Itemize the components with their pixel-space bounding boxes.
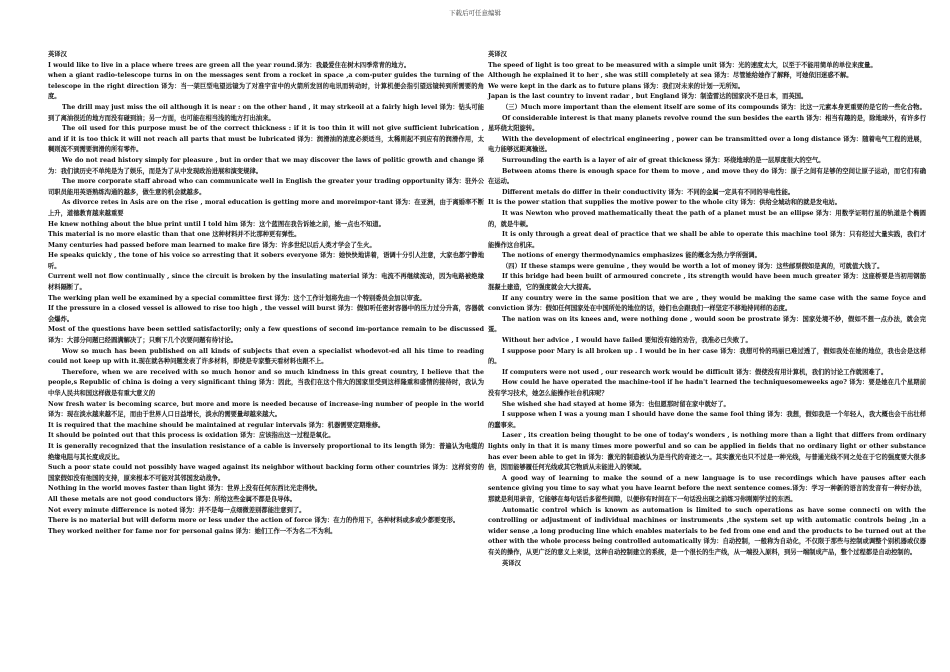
- paragraph: It is the power station that supplies the motive power to the whole city 译为：供给全城动和的就是发电站。: [488, 199, 842, 207]
- paragraph: Nothing in the world moves faster than light 译为：世界上没有任何东西比光走得快。: [48, 485, 322, 493]
- section-heading: 英译汉: [48, 51, 67, 58]
- paragraph: Such a poor state could not possibly have waged against its neighbor without backing form other countries 译为：这样贫穷的国家假如没有他国的支持，原来根本不可能对其邻国发动战争。: [48, 464, 484, 482]
- paragraph: Therefore, when we are received with so much honor and so much kindness in this great country, I believe that the people,s Republic of china is doing a very significant thing 译为：因此，当我们在这个伟大的国家里受到这样隆重和盛情的接待时，我认为中华人民共和国这样做是有重大意义的: [48, 368, 484, 397]
- paragraph: The werking plan well be examined by a special committee first 译为：这个工作计划将先由一个特别委员会加以审查。: [48, 294, 426, 302]
- paragraph: If the pressure in a closed vessel is allowed to rise too high , the vessel will burst 译为：假如听任密封容器中的压力过分升高，容器就会爆炸。: [48, 305, 484, 323]
- paragraph: A good way of learning to make the sound of a new language is to use recordings which have pauses after each sentence giving you time to say what you have learnt before the next sentence comes.译为：学习一种新的语言的发音有一种好办法，那就是利用录音，它能够在每句话后多留些间隙，以便你有时间在下一句话没出现之前练习你刚刚学过的东西。: [488, 474, 926, 503]
- paragraph: I suppose when I was a young man I should have done the same fool thing 译为：我想，假如我是一个年轻人，我大概也会干出壮样的蠢事来。: [488, 411, 926, 429]
- paragraph: The drill may just miss the oil although it is near : on the other hand , it may strkeoil at a fairly high level 译为：钻头可能到了离油很近的地方而没有碰到油；另一方面，也可能在相当浅的地方打出油来。: [48, 103, 484, 122]
- paragraph: （四）If these stamps were genuine , they would be worth a lot of money 译为：这些邮票假如是真的，可就值大钱了。: [502, 262, 884, 270]
- left-column: [48, 50, 484, 537]
- paragraph: Current well not flow continually , since the circuit is broken by the insulating material 译为：电流不再继续流动，因为电路被绝缘材料隔断了。: [48, 273, 484, 292]
- paragraph: when a giant radio-telescope turns in on the messages sent from a rocket in space ,a com-puter guides the turning of the telescope in the right direction 译为：当一架巨型电望远镜为了对准宇宙中的火箭所发回的电讯而转动时，计算机便会指引望远镜转到所需要的角度。: [48, 72, 484, 101]
- paragraph: Not every minute difference is noted 译为：并不是每一点细微差别都能注意到了。: [48, 506, 306, 514]
- paragraph: Wow so much has been published on all kinds of subjects that even a specialist whodevot-ed all his time to reading could not keep up with it.现在就各种问题发表了许多材料，即使是专家整天看材料也跟不上。: [48, 347, 484, 366]
- paragraph: Without her advice , I would have failed 要知没有她的劝告，我准必已失败了。: [502, 337, 752, 345]
- paragraph: This material is no more elastic than that one 这种材料并不比那种更有弹性。: [48, 231, 301, 239]
- paragraph: I would like to live in a place where trees are green all the year round.译为：我最爱住在树木四季常青的地方。: [48, 61, 411, 69]
- section-heading: 英译汉: [488, 51, 507, 58]
- paragraph: Automatic control which is known as automation is limited to such operations as have some connecti on with the controlling or adjustment of individual machines or instruments ,the system set up with automatic controls being ,in a wider sense ,a long producing line which enables materials to be fed from one end and the products to be turned out at the other with the whole process being controlled automatically 译为：自动控制，一般称为自动化，不仅限于那些与控制或调整个别机器或仪器有关的操作，从更广泛的意义上来说，这种自动控制建立的系统，是一个很长的生产线，从一端投入原料，到另一端制成产品，整个过程都是自动控制的。: [488, 506, 926, 556]
- paragraph: The more corporate staff abroad who can communicate well in English the greater your trading opportunity 译为：驻外公司职员能用英语熟练沟通的越多，做生意的机会就越多。: [48, 178, 484, 196]
- paragraph: We do not read history simply for pleasure , but in order that we may discover the laws of politic growth and change 译为：我们读历史不单纯是为了娱乐，而是为了从中发现政治进展和演变规律。: [48, 156, 484, 175]
- paragraph: The speed of light is too great to be measured with a simple unit 译为：光的速度太大，以至于不能用简单的单位来度量。: [488, 61, 877, 69]
- paragraph: How could he have operated the machine-tool if he hadn't learned the techniquesomeweeks ago? 译为：要是她在几个星期前没有学习技术，她怎么能操作社台机床呢？: [488, 379, 926, 397]
- paragraph: Many centuries had passed before man learned to make fire 译为：许多世纪以后人类才学会了生火。: [48, 241, 376, 249]
- paragraph: As divorce retes in Asis are on the rise , moral education is getting more and moreimpor-tant 译为：在亚洲，由于离婚率不断上升，道德教育越来越重要: [48, 199, 484, 217]
- paragraph: It is required that the machine should be maintained at regular intervals 译为：机器需要定期维修。: [48, 421, 385, 429]
- paragraph: Japan is the last country to invent radar , but England 译为：制造雷达的国家决不是日本，而英国。: [488, 93, 808, 101]
- paragraph: If this bridge had been built of armoured concrete , its strength would have been much greater 译为：这座桥要是当初用钢筋混凝土建造，它的强度就会大大提高。: [488, 273, 926, 292]
- paragraph: We were kept in the dark as to future plans 译为：我们对未来的计划一无所知。: [488, 82, 745, 90]
- paragraph: The notions of energy thermodynamics emphasizes 能的概念为热力学所强调。: [502, 252, 761, 260]
- paragraph: Of considerable interest is that many planets revolve round the sun besides the earth 译为：相当有趣的是，除地球外，有许多行星环绕太阳旋转。: [488, 114, 926, 133]
- paragraph: Between atoms there is enough space for them to move , and move they do 译为：原子之间有足够的空间让原子运动，而它们有确在运动。: [488, 167, 926, 186]
- paragraph: It was Newton who proved mathematically theat the path of a planet must be an ellipse 译为：用数学证明行星的轨道是个椭圆的，就是牛顿。: [488, 209, 926, 228]
- page-header: 下载后可任意编辑: [449, 9, 501, 17]
- paragraph: Most of the questions have been settled satisfactorily; only a few questions of second im-portance remain to be discussed 译为：大部分问题已经圆满解决了；只剩下几个次要问题有待讨论。: [48, 326, 484, 345]
- paragraph: He knew nothing about the blue print until I told him 译为：这个蓝图在我告诉她之前，她一点也不知道。: [48, 220, 385, 228]
- paragraph: All these metals are not good conductors 译为：所给这些金属不都是良导体。: [48, 495, 297, 503]
- right-column: [488, 50, 926, 569]
- paragraph: There is no material but will deform more or less under the action of force 译为：在力的作用下，各种材料或多或少都要变形。: [48, 517, 460, 525]
- paragraph: He speaks quickly , the tone of his voice so arresting that it sobers everyone 译为：她快快地讲着，语调十分引人注意，大家也都宁静地听。: [48, 252, 484, 270]
- paragraph: Although he explained it to her , she was still completely at sea 译为：尽管她给她作了解释，可她依旧迷惑不解。: [488, 72, 853, 80]
- paragraph: The nation was on its knees and, were nothing done , would soon be prostrate 译为：国家处境不妙，假如不想一点办法，就会完蛋。: [488, 315, 926, 334]
- paragraph: The oil used for this purpose must be of the correct thickness : if it is too thin it will not give sufficient lubrication , and if it is too thick it will not reach all parts that must be lubricated 译为：润滑油的浓度必须适当，太稀则起不到应有的润滑作用，太稠则流不到需要润滑的所有零件。: [48, 125, 484, 154]
- paragraph: Laser , its creation being thought to be one of today's wonders , is nothing more than a light that differs from ordinary lights only in that it is many times more powerful and so can be applied in fields that no ordinary light or other substance has ever been able to get in 译为：激光的制造被认为是当代的奇迹之一。其实激光也只不过是一种光线，与普通光线不同之处在于它的强度要大很多倍，因而能够履任何光线或其它物质从未能进入的领域。: [488, 432, 926, 472]
- paragraph: It should be pointed out that this process is oxidation 译为：应该指出这一过程是氧化。: [48, 432, 335, 440]
- section-heading: 英译汉: [502, 559, 521, 567]
- paragraph: It is generally recognized that the insulation resistance of a cable is inversely proportional to its length 译为：普遍认为电缆的绝缘电阻与其长度成反比。: [48, 442, 484, 461]
- paragraph: Surrounding the earth is a layer of air of great thickness 译为：环绕地球的是一层厚度很大的空气。: [502, 156, 825, 164]
- paragraph: She wished she had stayed at home 译为：也但愿那时留在家中就好了。: [502, 400, 730, 408]
- paragraph: It is only through a great deal of practice that we shall be able to operate this machine tool 译为：只有经过大量实践，我们才能操作这台机床。: [488, 231, 926, 249]
- paragraph: Different metals do differ in their conductivity 译为：不同的金属一定具有不同的导电性能。: [502, 188, 795, 196]
- paragraph: If any country were in the same position that we are , they would be making the same case with the same foyce and conviction 译为：假如任何国家处在中国所处的地位的话，她们也会跟我们一样坚定不移地持同样的态度。: [488, 294, 926, 313]
- paragraph: Now fresh water is becoming scarce, but more and more is needed because of increase-ing number of people in the world 译为：现在淡水越来越不足，而由于世界人口日益增长，淡水的需要量却越来越大。: [48, 400, 484, 419]
- paragraph: I suppose poor Mary is all broken up . I would be in her case 译为：我想可怜的玛丽已难过透了，假如我处在她的地位，我也会是这样的。: [488, 347, 926, 366]
- paragraph: With the development of electrical engineering , power can be transmitted over a long distance 译为：随着电气工程的进展，电力能够远距离输送。: [488, 135, 926, 154]
- paragraph: If computers were not used , our research work would be difficult 译为：假使没有用计算机，我们的讨论工作就困难了。: [502, 368, 888, 376]
- paragraph: They worked neither for fame nor for personal gains 译为：她们工作一不为名二不为利。: [48, 527, 337, 535]
- paragraph: （三）Much more important than the element itself are some of its compounds 译为：比这一元素本身更重要的是它的一些化合物。: [502, 103, 926, 111]
